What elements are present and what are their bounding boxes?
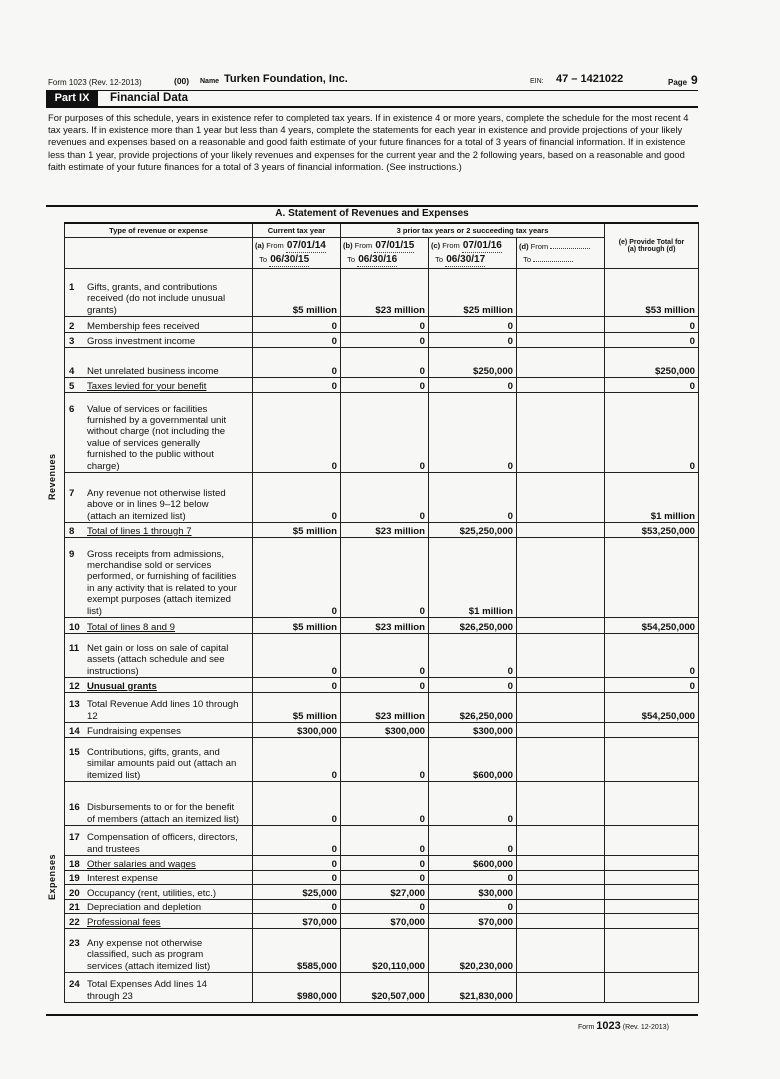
line-text: Unusual grants bbox=[87, 680, 157, 692]
amount-col-b[interactable]: 0 bbox=[341, 393, 429, 473]
line-text: Any expense not otherwise classified, such as program services (attach itemized list) bbox=[87, 937, 211, 972]
amount-col-d[interactable] bbox=[517, 782, 605, 826]
section-rule bbox=[46, 205, 698, 207]
name-label: Name bbox=[200, 78, 220, 85]
amount-col-e[interactable] bbox=[605, 826, 699, 856]
line-text: Disbursements to or for the benefit of members (attach an itemized list) bbox=[87, 802, 239, 825]
amount-col-a[interactable]: $300,000 bbox=[253, 723, 341, 738]
line-text: Contributions, gifts, grants, and similar amounts paid out (attach an itemized list) bbox=[87, 746, 237, 781]
amount-col-b[interactable]: 0 bbox=[341, 826, 429, 856]
line-number: 9 bbox=[69, 548, 75, 560]
form-header bbox=[48, 72, 700, 90]
amount-col-d[interactable] bbox=[517, 678, 605, 693]
line-description bbox=[65, 900, 253, 914]
amount-col-b[interactable]: 0 bbox=[341, 333, 429, 348]
table-row-line-5 bbox=[65, 378, 699, 393]
line-number: 6 bbox=[69, 403, 75, 415]
line-number: 21 bbox=[69, 901, 80, 913]
amount-col-b[interactable]: $23 million bbox=[341, 693, 429, 723]
period-b: (b) From 07/01/15 To 06/30/16 bbox=[341, 238, 429, 269]
line-text: Value of services or facilities furnished by a governmental unit without charge (not including the value of services generally furnished to the public without charge) bbox=[87, 403, 227, 472]
line-description bbox=[65, 473, 253, 523]
amount-col-e[interactable] bbox=[605, 973, 699, 1003]
amount-col-a[interactable]: 0 bbox=[253, 333, 341, 348]
amount-col-e[interactable] bbox=[605, 856, 699, 871]
amount-col-d[interactable] bbox=[517, 871, 605, 885]
line-number: 24 bbox=[69, 979, 80, 991]
line-number: 7 bbox=[69, 487, 75, 499]
organization-name: Turken Foundation, Inc. bbox=[224, 73, 348, 85]
line-number: 16 bbox=[69, 802, 80, 814]
amount-col-c[interactable]: $250,000 bbox=[429, 348, 517, 378]
line-text: Total Expenses Add lines 14 through 23 bbox=[87, 979, 208, 1002]
amount-col-c[interactable]: 0 bbox=[429, 473, 517, 523]
amount-col-b[interactable]: $20,507,000 bbox=[341, 973, 429, 1003]
amount-col-b[interactable]: $70,000 bbox=[341, 914, 429, 929]
amount-col-a[interactable]: $5 million bbox=[253, 269, 341, 317]
form-code: (00) bbox=[174, 76, 190, 86]
amount-col-c[interactable]: 0 bbox=[429, 678, 517, 693]
amount-col-d[interactable] bbox=[517, 393, 605, 473]
period-c: (c) From 07/01/16 To 06/30/17 bbox=[429, 238, 517, 269]
line-text: Compensation of officers, directors, and trustees bbox=[87, 832, 238, 855]
amount-col-e[interactable]: 0 bbox=[605, 678, 699, 693]
form-footer: Form 1023 (Rev. 12-2013) bbox=[578, 1020, 669, 1032]
part-header bbox=[46, 91, 698, 107]
table-row-line-10 bbox=[65, 618, 699, 634]
amount-col-d[interactable] bbox=[517, 826, 605, 856]
amount-col-c[interactable]: 0 bbox=[429, 826, 517, 856]
table-row-line-17 bbox=[65, 826, 699, 856]
amount-col-e[interactable] bbox=[605, 900, 699, 914]
amount-col-a[interactable]: $5 million bbox=[253, 618, 341, 634]
amount-col-d[interactable] bbox=[517, 929, 605, 973]
table-row-line-18 bbox=[65, 856, 699, 871]
col-prior-header: 3 prior tax years or 2 succeeding tax years bbox=[341, 223, 605, 238]
line-description bbox=[65, 738, 253, 782]
period-d-from[interactable] bbox=[550, 248, 590, 249]
amount-col-e[interactable] bbox=[605, 738, 699, 782]
line-text: Gross investment income bbox=[87, 335, 196, 347]
period-c-to[interactable]: 06/30/17 bbox=[446, 254, 486, 265]
amount-col-a[interactable]: 0 bbox=[253, 393, 341, 473]
line-text: Gross receipts from admissions, merchandise sold or services performed, or furnishing of facilities in any activity that is related to your exempt purposes (attach itemized list) bbox=[87, 548, 237, 617]
col-type-header: Type of revenue or expense bbox=[65, 223, 253, 238]
line-description bbox=[65, 826, 253, 856]
table-row-line-7 bbox=[65, 473, 699, 523]
amount-col-e[interactable]: $54,250,000 bbox=[605, 693, 699, 723]
amount-col-c[interactable]: $1 million bbox=[429, 538, 517, 618]
line-text: Interest expense bbox=[87, 872, 158, 884]
ein-value: 47 – 1421022 bbox=[556, 73, 624, 85]
amount-col-a[interactable]: 0 bbox=[253, 473, 341, 523]
amount-col-a[interactable]: 0 bbox=[253, 826, 341, 856]
table-row-line-6 bbox=[65, 393, 699, 473]
period-d-to[interactable] bbox=[533, 261, 573, 262]
section-title: A. Statement of Revenues and Expenses bbox=[275, 208, 469, 219]
amount-col-c[interactable]: $600,000 bbox=[429, 856, 517, 871]
table-row-line-12 bbox=[65, 678, 699, 693]
footer-form-number: 1023 bbox=[596, 1020, 621, 1032]
line-number: 18 bbox=[69, 858, 80, 870]
amount-col-d[interactable] bbox=[517, 723, 605, 738]
amount-col-e[interactable] bbox=[605, 538, 699, 618]
amount-col-b[interactable]: 0 bbox=[341, 856, 429, 871]
amount-col-a[interactable]: $70,000 bbox=[253, 914, 341, 929]
table-row-line-21 bbox=[65, 900, 699, 914]
amount-col-c[interactable]: 0 bbox=[429, 317, 517, 333]
amount-col-b[interactable]: $23 million bbox=[341, 269, 429, 317]
amount-col-a[interactable]: 0 bbox=[253, 634, 341, 678]
col-total-header bbox=[605, 223, 699, 269]
table-row-line-2 bbox=[65, 317, 699, 333]
line-number: 1 bbox=[69, 281, 75, 293]
total-header-line-2: (a) through (d) bbox=[627, 246, 676, 253]
amount-col-b[interactable]: $27,000 bbox=[341, 885, 429, 900]
amount-col-e[interactable]: 0 bbox=[605, 317, 699, 333]
amount-col-c[interactable]: $20,230,000 bbox=[429, 929, 517, 973]
part-title: Financial Data bbox=[110, 92, 188, 104]
amount-col-c[interactable]: $25,250,000 bbox=[429, 523, 517, 538]
amount-col-a[interactable]: 0 bbox=[253, 317, 341, 333]
amount-col-b[interactable]: 0 bbox=[341, 900, 429, 914]
line-description bbox=[65, 618, 253, 634]
period-b-from[interactable]: 07/01/15 bbox=[375, 240, 415, 251]
line-number: 12 bbox=[69, 680, 80, 692]
table-row-line-11 bbox=[65, 634, 699, 678]
amount-col-a[interactable]: 0 bbox=[253, 348, 341, 378]
table-row-line-24 bbox=[65, 973, 699, 1003]
amount-col-e[interactable]: 0 bbox=[605, 378, 699, 393]
amount-col-d[interactable] bbox=[517, 693, 605, 723]
amount-col-a[interactable]: 0 bbox=[253, 782, 341, 826]
line-number: 19 bbox=[69, 872, 80, 884]
amount-col-b[interactable]: 0 bbox=[341, 473, 429, 523]
amount-col-c[interactable]: 0 bbox=[429, 393, 517, 473]
amount-col-c[interactable]: $600,000 bbox=[429, 738, 517, 782]
part-rule bbox=[46, 106, 698, 108]
amount-col-d[interactable] bbox=[517, 473, 605, 523]
amount-col-b[interactable]: $23 million bbox=[341, 618, 429, 634]
amount-col-c[interactable]: 0 bbox=[429, 333, 517, 348]
amount-col-a[interactable]: $980,000 bbox=[253, 973, 341, 1003]
amount-col-a[interactable]: 0 bbox=[253, 856, 341, 871]
amount-col-a[interactable]: $5 million bbox=[253, 523, 341, 538]
amount-col-a[interactable]: 0 bbox=[253, 871, 341, 885]
line-number: 22 bbox=[69, 916, 80, 928]
part-label: Part IX bbox=[46, 91, 98, 106]
amount-col-d[interactable] bbox=[517, 538, 605, 618]
table-row-line-20 bbox=[65, 885, 699, 900]
line-description bbox=[65, 393, 253, 473]
amount-col-c[interactable]: $25 million bbox=[429, 269, 517, 317]
amount-col-e[interactable] bbox=[605, 914, 699, 929]
revenues-expenses-table bbox=[64, 222, 699, 1003]
col-current-header: Current tax year bbox=[253, 223, 341, 238]
amount-col-d[interactable] bbox=[517, 914, 605, 929]
amount-col-e[interactable]: $53 million bbox=[605, 269, 699, 317]
line-description bbox=[65, 317, 253, 333]
line-number: 8 bbox=[69, 525, 75, 537]
amount-col-c[interactable]: 0 bbox=[429, 634, 517, 678]
line-text: Other salaries and wages bbox=[87, 858, 196, 870]
table-row-line-16 bbox=[65, 782, 699, 826]
line-description bbox=[65, 634, 253, 678]
amount-col-a[interactable]: 0 bbox=[253, 678, 341, 693]
amount-col-c[interactable]: $26,250,000 bbox=[429, 693, 517, 723]
amount-col-d[interactable] bbox=[517, 618, 605, 634]
line-number: 10 bbox=[69, 621, 80, 633]
line-description bbox=[65, 856, 253, 871]
table-row-line-19 bbox=[65, 871, 699, 885]
amount-col-b[interactable]: 0 bbox=[341, 538, 429, 618]
amount-col-e[interactable]: $250,000 bbox=[605, 348, 699, 378]
amount-col-e[interactable] bbox=[605, 885, 699, 900]
amount-col-c[interactable]: $21,830,000 bbox=[429, 973, 517, 1003]
period-b-to[interactable]: 06/30/16 bbox=[358, 254, 398, 265]
revenues-side-label: Revenues bbox=[47, 453, 57, 500]
ein-label: EIN: bbox=[530, 78, 544, 85]
amount-col-d[interactable] bbox=[517, 333, 605, 348]
table-row-line-13 bbox=[65, 693, 699, 723]
amount-col-a[interactable]: 0 bbox=[253, 538, 341, 618]
table-row-line-4 bbox=[65, 348, 699, 378]
line-number: 11 bbox=[69, 642, 80, 654]
line-number: 13 bbox=[69, 699, 80, 711]
line-description bbox=[65, 929, 253, 973]
amount-col-e[interactable]: 0 bbox=[605, 393, 699, 473]
amount-col-c[interactable]: 0 bbox=[429, 378, 517, 393]
blank-header-cell bbox=[65, 238, 253, 269]
line-number: 14 bbox=[69, 725, 80, 737]
line-text: Taxes levied for your benefit bbox=[87, 380, 207, 392]
amount-col-a[interactable]: $25,000 bbox=[253, 885, 341, 900]
table-row-line-22 bbox=[65, 914, 699, 929]
line-text: Any revenue not otherwise listed above or in lines 9–12 below (attach an itemized list) bbox=[87, 487, 226, 522]
amount-col-b[interactable]: $20,110,000 bbox=[341, 929, 429, 973]
line-description bbox=[65, 678, 253, 693]
amount-col-a[interactable]: $5 million bbox=[253, 693, 341, 723]
line-number: 5 bbox=[69, 380, 75, 392]
amount-col-c[interactable]: $30,000 bbox=[429, 885, 517, 900]
line-number: 23 bbox=[69, 937, 80, 949]
amount-col-a[interactable]: 0 bbox=[253, 900, 341, 914]
line-description bbox=[65, 523, 253, 538]
line-description bbox=[65, 885, 253, 900]
table-row-line-1 bbox=[65, 269, 699, 317]
table-row-line-8 bbox=[65, 523, 699, 538]
header-row-1 bbox=[65, 223, 699, 238]
amount-col-d[interactable] bbox=[517, 634, 605, 678]
table-row-line-9 bbox=[65, 538, 699, 618]
amount-col-d[interactable] bbox=[517, 738, 605, 782]
line-text: Occupancy (rent, utilities, etc.) bbox=[87, 887, 217, 899]
amount-col-e[interactable]: $54,250,000 bbox=[605, 618, 699, 634]
line-description bbox=[65, 348, 253, 378]
period-c-from[interactable]: 07/01/16 bbox=[462, 240, 502, 251]
amount-col-a[interactable]: $585,000 bbox=[253, 929, 341, 973]
period-a: (a) From 07/01/14 To 06/30/15 bbox=[253, 238, 341, 269]
amount-col-d[interactable] bbox=[517, 900, 605, 914]
line-description bbox=[65, 538, 253, 618]
amount-col-d[interactable] bbox=[517, 317, 605, 333]
amount-col-e[interactable] bbox=[605, 929, 699, 973]
page-label: Page bbox=[668, 78, 688, 87]
amount-col-d[interactable] bbox=[517, 856, 605, 871]
line-description bbox=[65, 914, 253, 929]
amount-col-b[interactable]: 0 bbox=[341, 738, 429, 782]
line-description bbox=[65, 693, 253, 723]
amount-col-a[interactable]: 0 bbox=[253, 738, 341, 782]
amount-col-a[interactable]: 0 bbox=[253, 378, 341, 393]
table-bottom-rule bbox=[46, 1014, 698, 1016]
amount-col-d[interactable] bbox=[517, 973, 605, 1003]
amount-col-e[interactable]: 0 bbox=[605, 333, 699, 348]
line-text: Professional fees bbox=[87, 916, 161, 928]
instructions-paragraph: For purposes of this schedule, years in existence refer to completed tax years. If in existence 4 or more years, complete the schedule for the most recent 4 tax years. If in existence more than 1 year but less than 4 years, complete the statements for each year in existence and provide projections of your likely revenues and expenses based on a reasonable and good faith estimate of your future finances for a total of 3 years of financial information. If in existence less than 1 year, provide projections of your likely revenues and expenses for the current year and the 2 following years, based on a reasonable and good faith estimate of your future finances for a total of 3 years of financial information. (See instructions.) bbox=[48, 112, 689, 172]
line-number: 17 bbox=[69, 832, 80, 844]
amount-col-d[interactable] bbox=[517, 269, 605, 317]
line-description bbox=[65, 333, 253, 348]
line-number: 15 bbox=[69, 746, 80, 758]
amount-col-c[interactable]: $70,000 bbox=[429, 914, 517, 929]
amount-col-b[interactable]: $23 million bbox=[341, 523, 429, 538]
line-description bbox=[65, 378, 253, 393]
amount-col-d[interactable] bbox=[517, 378, 605, 393]
line-text: Fundraising expenses bbox=[87, 725, 181, 737]
amount-col-c[interactable]: 0 bbox=[429, 782, 517, 826]
amount-col-d[interactable] bbox=[517, 348, 605, 378]
line-description bbox=[65, 973, 253, 1003]
amount-col-e[interactable] bbox=[605, 782, 699, 826]
table-row-line-14 bbox=[65, 723, 699, 738]
header-row-2 bbox=[65, 238, 699, 269]
line-text: Depreciation and depletion bbox=[87, 901, 202, 913]
line-description bbox=[65, 782, 253, 826]
table-row-line-3 bbox=[65, 333, 699, 348]
line-text: Net unrelated business income bbox=[87, 365, 219, 377]
line-text: Total Revenue Add lines 10 through 12 bbox=[87, 699, 239, 722]
line-text: Gifts, grants, and contributions received (do not include unusual grants) bbox=[87, 281, 226, 316]
line-description bbox=[65, 871, 253, 885]
amount-col-c[interactable]: $300,000 bbox=[429, 723, 517, 738]
page-number: 9 bbox=[691, 73, 698, 87]
amount-col-b[interactable]: $300,000 bbox=[341, 723, 429, 738]
line-number: 4 bbox=[69, 365, 75, 377]
period-d: (d) From To bbox=[517, 238, 605, 269]
amount-col-b[interactable]: 0 bbox=[341, 317, 429, 333]
line-number: 20 bbox=[69, 887, 80, 899]
period-a-from[interactable]: 07/01/14 bbox=[286, 240, 326, 251]
amount-col-b[interactable]: 0 bbox=[341, 782, 429, 826]
line-text: Net gain or loss on sale of capital assets (attach schedule and see instructions) bbox=[87, 642, 229, 677]
total-header-line-1: (e) Provide Total for bbox=[618, 239, 685, 246]
line-description bbox=[65, 723, 253, 738]
amount-col-b[interactable]: 0 bbox=[341, 378, 429, 393]
line-description bbox=[65, 269, 253, 317]
line-text: Total of lines 1 through 7 bbox=[87, 525, 192, 537]
amount-col-e[interactable]: 0 bbox=[605, 634, 699, 678]
amount-col-e[interactable]: $53,250,000 bbox=[605, 523, 699, 538]
table-row-line-23 bbox=[65, 929, 699, 973]
amount-col-b[interactable]: 0 bbox=[341, 678, 429, 693]
amount-col-c[interactable]: 0 bbox=[429, 871, 517, 885]
amount-col-e[interactable] bbox=[605, 723, 699, 738]
amount-col-e[interactable] bbox=[605, 871, 699, 885]
amount-col-d[interactable] bbox=[517, 885, 605, 900]
line-number: 3 bbox=[69, 335, 75, 347]
amount-col-e[interactable]: $1 million bbox=[605, 473, 699, 523]
line-text: Membership fees received bbox=[87, 320, 200, 332]
amount-col-d[interactable] bbox=[517, 523, 605, 538]
amount-col-b[interactable]: 0 bbox=[341, 871, 429, 885]
line-text: Total of lines 8 and 9 bbox=[87, 621, 176, 633]
amount-col-c[interactable]: 0 bbox=[429, 900, 517, 914]
amount-col-c[interactable]: $26,250,000 bbox=[429, 618, 517, 634]
amount-col-b[interactable]: 0 bbox=[341, 348, 429, 378]
amount-col-b[interactable]: 0 bbox=[341, 634, 429, 678]
form-reference: Form 1023 (Rev. 12-2013) bbox=[48, 78, 142, 87]
expenses-side-label: Expenses bbox=[47, 853, 57, 900]
table-row-line-15 bbox=[65, 738, 699, 782]
period-a-to[interactable]: 06/30/15 bbox=[270, 254, 310, 265]
line-number: 2 bbox=[69, 320, 75, 332]
